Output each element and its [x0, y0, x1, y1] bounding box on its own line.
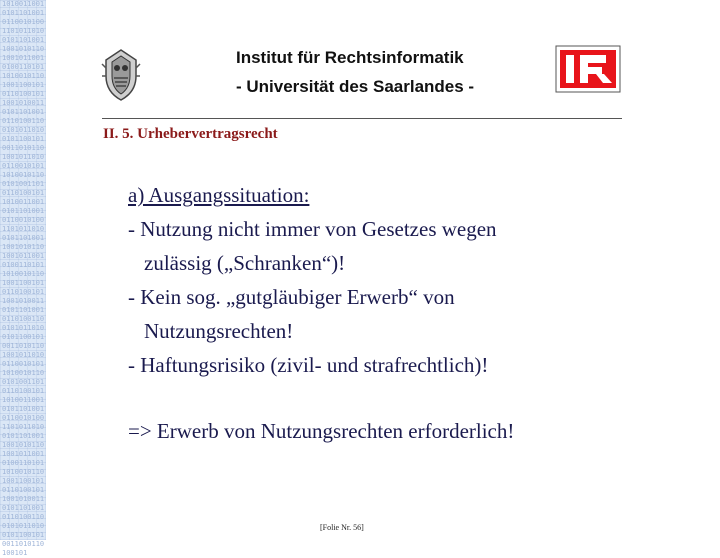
conclusion-statement: => Erwerb von Nutzungsrechten erforderlich! [128, 419, 515, 443]
slide-content [128, 178, 698, 382]
bullet-2-line-1: - Kein sog. „gutgläubiger Erwerb“ von [128, 285, 455, 309]
university-seal-icon [96, 46, 146, 104]
bullet-2-line-2: Nutzungsrechten! [144, 319, 294, 343]
bullet-1-line-2: zulässig („Schranken“)! [144, 251, 346, 275]
slide-number: [Folie Nr. 56] [320, 523, 364, 532]
header-divider [102, 118, 622, 119]
ifr-logo [556, 46, 620, 92]
decorative-side-strip [0, 0, 46, 557]
bullet-1-line-1: - Nutzung nicht immer von Gesetzes wegen [128, 217, 497, 241]
institute-title: Institut für Rechtsinformatik [236, 48, 464, 67]
bullet-3: - Haftungsrisiko (zivil- und strafrechtlich)! [128, 353, 489, 377]
content-heading: a) Ausgangssituation: [128, 183, 310, 207]
section-title: II. 5. Urhebervertragsrecht [103, 126, 278, 142]
university-subtitle: - Universität des Saarlandes - [236, 77, 475, 96]
binary-pattern: 1010011001010110100101100101001101011010010110100110010101101001011001010011010110100101101001100101011010010110010100110101101001011010011001010110100101100101001101011010010110100110010101101001011001010011010110100101101001100101011010010110010100110101101001011010011001010110100101100101001101011010010110100110010101101001011001010011010110100101101001100101011010010110010100110101101001011010011001010110100101100101001101011010010110100110010101101001011001010011010110100101101001100101011010010110010100110101101001011010011001010110100101100101001101011010010110100110010101101001011001010011010110100101 [2, 0, 45, 557]
